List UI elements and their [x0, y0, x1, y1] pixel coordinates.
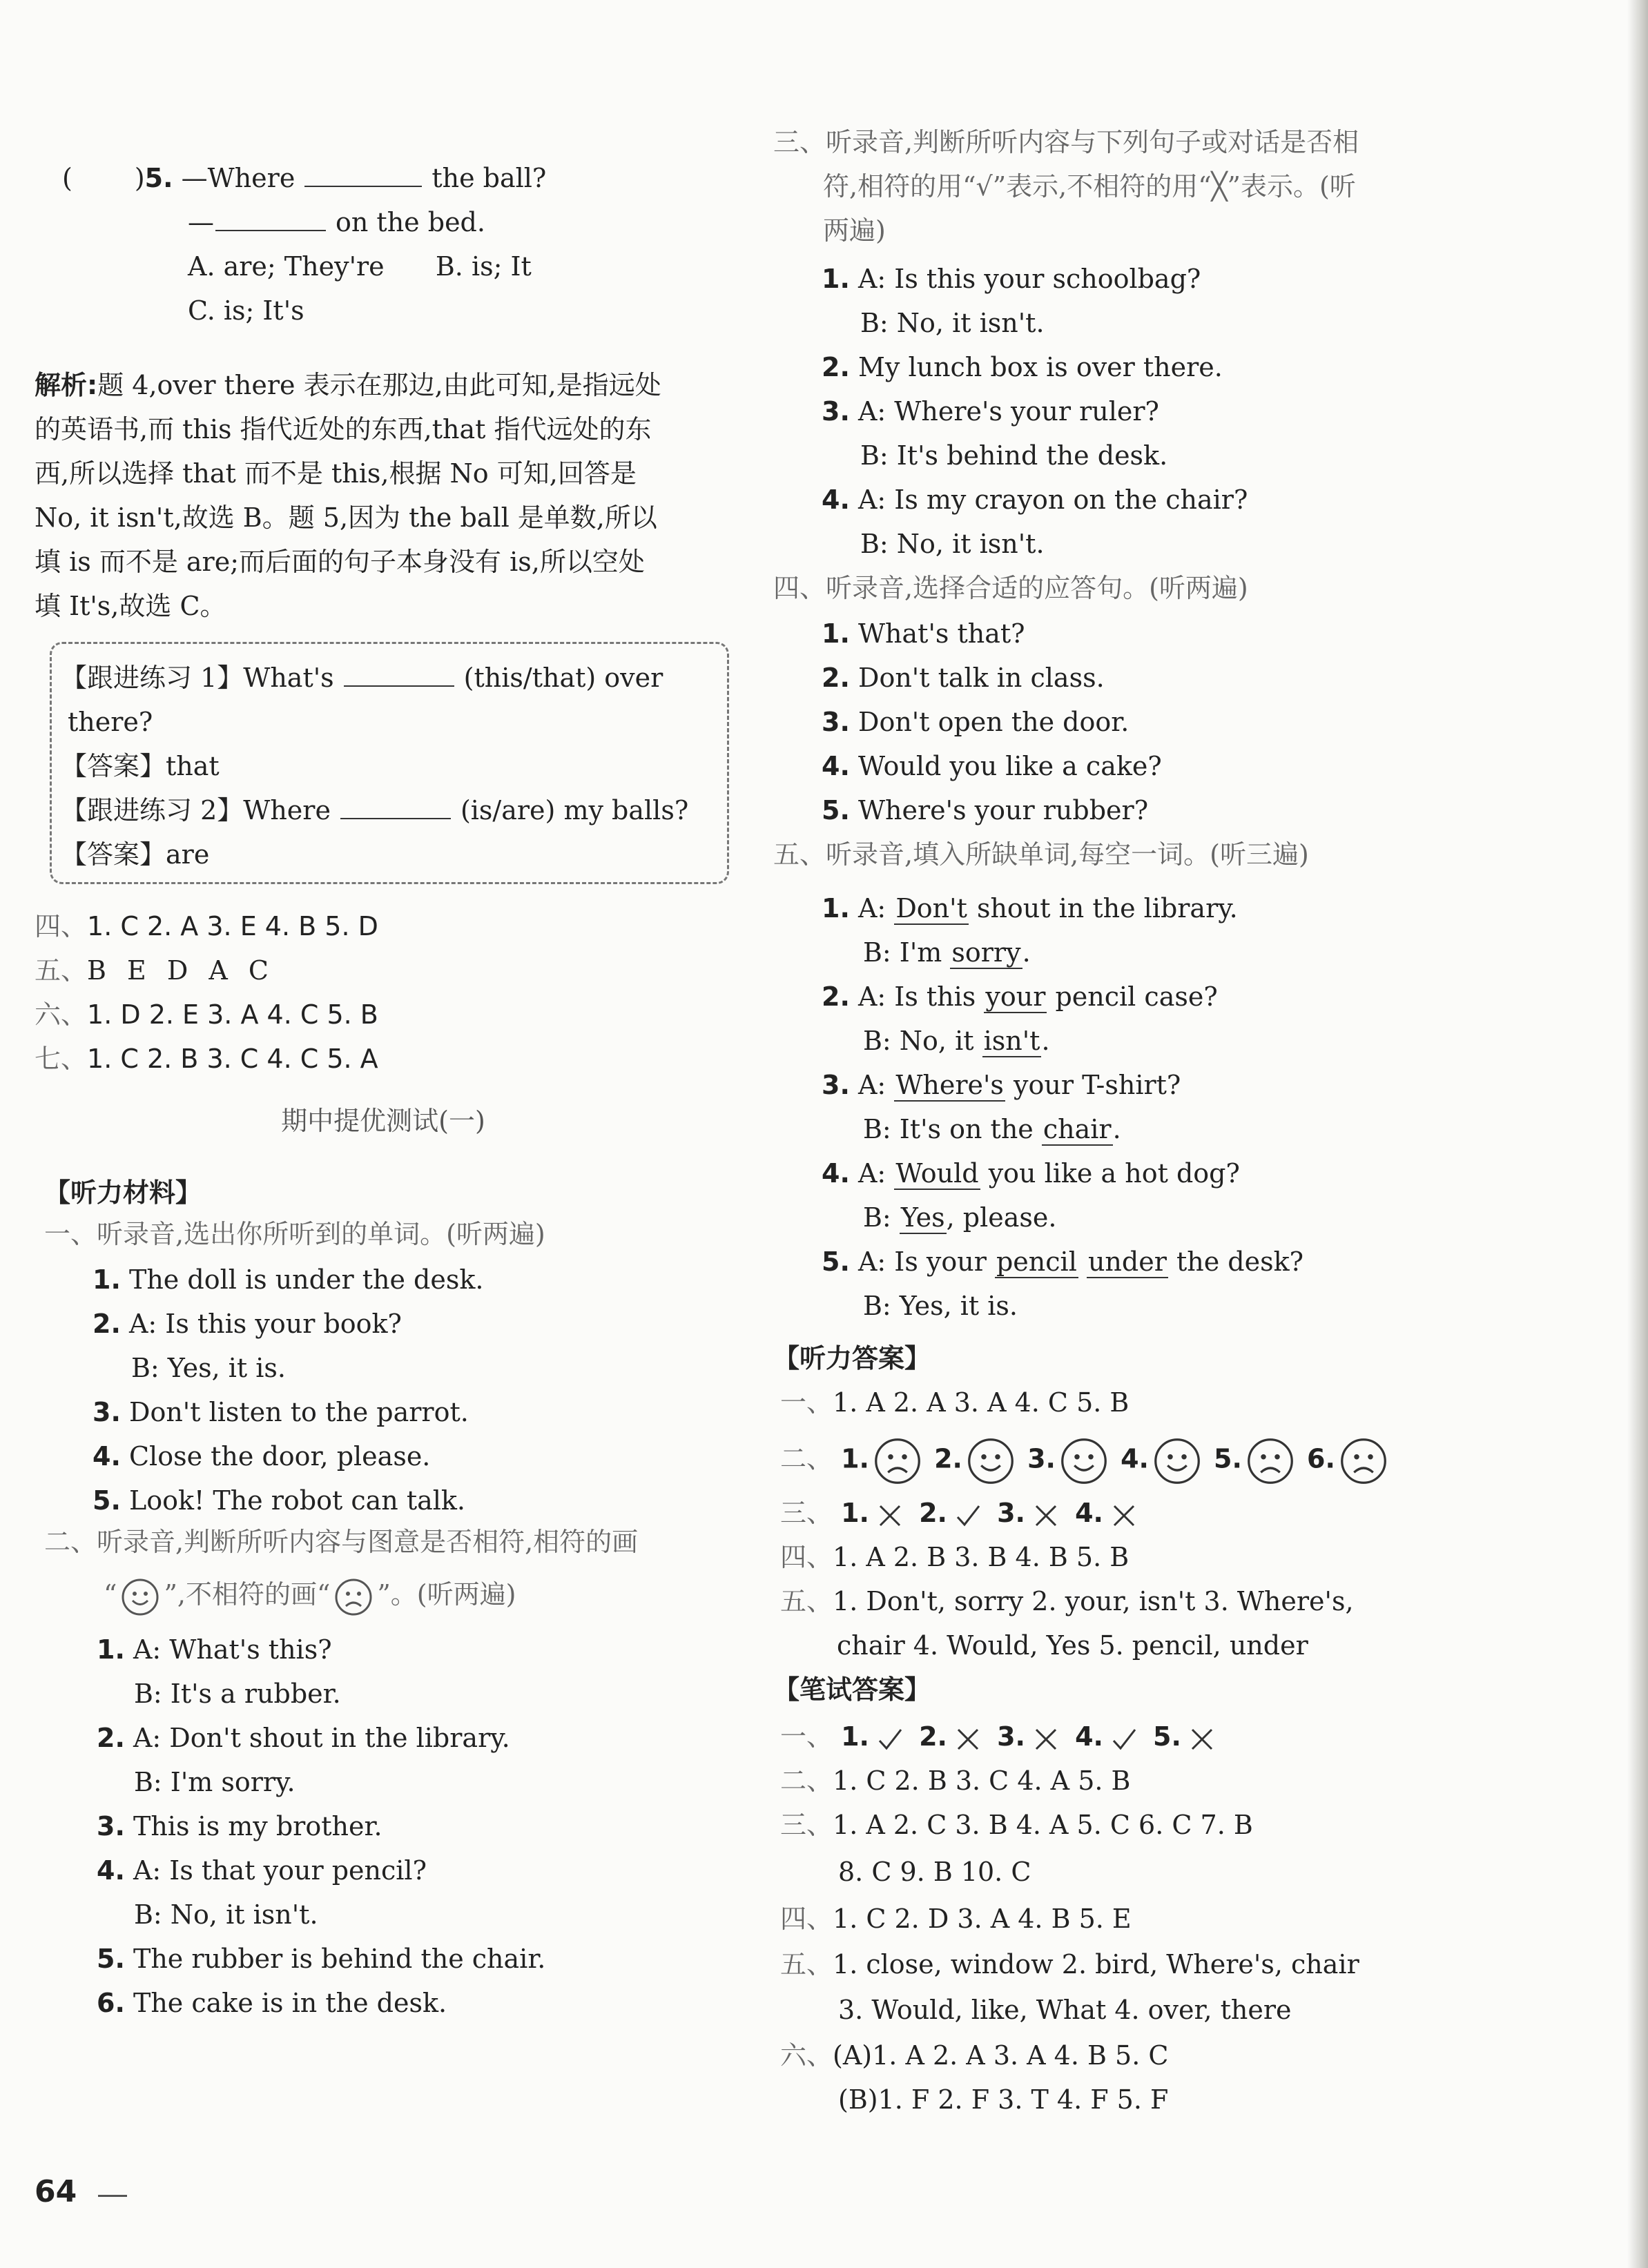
option-b: B. is; It — [435, 251, 532, 282]
row-text: B E D A C — [87, 955, 269, 986]
item-number: 5. — [822, 1247, 850, 1277]
item-text: The rubber is behind the chair. — [133, 1944, 546, 1974]
item-number: 2. — [919, 1721, 947, 1752]
row-text: 1. A 2. A 3. A 4. C 5. B — [833, 1387, 1130, 1418]
list-item — [822, 349, 1223, 385]
analysis-line-6: 填 It's,故选 C。 — [35, 591, 226, 621]
written-answer-row-4 — [780, 1901, 1132, 1937]
list-item: B: Yes, it is. — [131, 1353, 286, 1383]
item-text: The doll is under the desk. — [128, 1264, 484, 1295]
row-text: 1. C 2. A 3. E 4. B 5. D — [87, 911, 378, 941]
smile-face-icon — [967, 1437, 1015, 1485]
item-number: 4. — [822, 751, 850, 781]
row-label: 一、 — [780, 1721, 833, 1752]
analysis-line-3: 西,所以选择 that 而不是 this,根据 No 可知,回答是 — [35, 458, 637, 489]
filled-word: isn't — [983, 1026, 1040, 1056]
answer-1 — [61, 748, 220, 784]
row-text: 1. A 2. C 3. B 4. A 5. C 6. C 7. B — [833, 1810, 1253, 1840]
item-text: B: I'm — [863, 937, 951, 968]
end-text: ”。(听两遍) — [377, 1579, 516, 1610]
item-number: 3. — [997, 1721, 1025, 1752]
list-item — [863, 935, 1031, 970]
list-item — [863, 1200, 1056, 1235]
listening-answers-heading: 【听力答案】 — [773, 1343, 931, 1373]
cross-icon — [1032, 1726, 1060, 1753]
list-item — [97, 1632, 332, 1668]
list-item: B: It's behind the desk. — [860, 440, 1168, 471]
item-text: Would you like a cake? — [857, 751, 1162, 781]
written-answer-row-5 — [780, 1946, 1359, 1982]
item-number: 6. — [1307, 1443, 1335, 1474]
practice-2-label: 【跟进练习 2】 — [61, 795, 244, 825]
item-text: you like a hot dog? — [980, 1158, 1240, 1189]
item-text: Don't listen to the parrot. — [128, 1397, 469, 1427]
answer-2-value: are — [166, 839, 210, 870]
item-number: 2. — [919, 1498, 947, 1528]
list-item — [97, 1985, 447, 2021]
list-item: B: Yes, it is. — [863, 1291, 1018, 1321]
list-item — [822, 261, 1201, 297]
row-label: 三、 — [780, 1810, 833, 1840]
part3-title-cont2: 两遍) — [823, 215, 886, 246]
item-number: 2. — [97, 1723, 125, 1753]
list-item — [822, 979, 1218, 1015]
sad-face-icon — [334, 1578, 373, 1616]
part3-title: 三、听录音,判断所听内容与下列句子或对话是否相 — [773, 127, 1359, 157]
written-answers-heading: 【笔试答案】 — [773, 1674, 931, 1705]
option-c-text: C. is; It's — [188, 295, 304, 326]
list-item — [822, 616, 1025, 652]
item-number: 2. — [934, 1443, 962, 1474]
item-number: 5. — [1153, 1721, 1181, 1752]
question-5-reply — [188, 204, 485, 240]
list-item — [863, 1023, 1050, 1059]
list-item — [822, 1067, 1181, 1103]
item-text: My lunch box is over there. — [857, 352, 1223, 382]
item-text: , please. — [946, 1202, 1057, 1233]
item-text: Where's your rubber? — [857, 795, 1149, 825]
item-text: B: — [863, 1202, 900, 1233]
practice-1-hint: (this/that) over — [463, 663, 663, 693]
list-item: B: It's a rubber. — [134, 1679, 341, 1709]
row-label: 四、 — [780, 1542, 833, 1572]
list-item: B: No, it isn't. — [860, 308, 1045, 338]
written-answer-row-5-cont: 3. Would, like, What 4. over, there — [838, 1995, 1292, 2025]
item-text: A: Is my crayon on the chair? — [857, 485, 1248, 515]
item-text: Look! The robot can talk. — [128, 1485, 466, 1516]
list-item — [97, 1941, 545, 1977]
row-text: (A)1. A 2. A 3. A 4. B 5. C — [833, 2040, 1169, 2071]
item-text: A: Is your — [857, 1247, 995, 1277]
smile-face-icon — [121, 1578, 159, 1616]
item-text: B: It's on the — [863, 1114, 1042, 1144]
part1-title: 一、听录音,选出你所听到的单词。(听两遍) — [44, 1219, 545, 1249]
item-number: 3. — [93, 1397, 121, 1427]
paren-open: ( — [62, 163, 72, 193]
answer-row-7 — [35, 1041, 378, 1077]
paren-close: ) — [134, 163, 145, 193]
list-item — [93, 1438, 430, 1474]
practice-1-text: What's — [243, 663, 334, 693]
reply-text: on the bed. — [336, 207, 485, 237]
list-item — [93, 1483, 465, 1518]
row-label: 六、 — [35, 999, 88, 1030]
analysis-line-1 — [35, 367, 661, 403]
part2-title-cont — [104, 1576, 516, 1616]
item-number: 2. — [822, 663, 850, 693]
item-number: 3. — [997, 1498, 1025, 1528]
practice-2-hint: (is/are) my balls? — [460, 795, 689, 825]
row-text: 1. C 2. B 3. C 4. C 5. A — [87, 1044, 378, 1074]
analysis-line-4: No, it isn't,故选 B。题 5,因为 the ball 是单数,所以 — [35, 502, 657, 533]
item-number: 4. — [93, 1441, 121, 1472]
list-item — [822, 748, 1162, 784]
filled-word: chair — [1043, 1114, 1112, 1144]
quote-open: “ — [104, 1579, 117, 1610]
cross-icon — [1032, 1502, 1060, 1529]
item-text: Don't open the door. — [857, 707, 1130, 737]
practice-1-label: 【跟进练习 1】 — [61, 663, 244, 693]
sad-face-icon — [873, 1437, 922, 1485]
option-a: A. are; They're — [188, 251, 385, 282]
part2-title: 二、听录音,判断所听内容与图意是否相符,相符的画 — [44, 1527, 639, 1557]
answer-row-4 — [35, 908, 378, 944]
listening-answer-row-5-cont: chair 4. Would, Yes 5. pencil, under — [837, 1630, 1308, 1661]
answer-2-label: 【答案】 — [61, 839, 166, 870]
row-text: 1. C 2. D 3. A 4. B 5. E — [833, 1904, 1132, 1934]
written-answer-row-3 — [780, 1807, 1253, 1843]
check-icon — [954, 1502, 982, 1529]
item-text: . — [1041, 1026, 1050, 1056]
cross-icon — [1188, 1726, 1216, 1753]
list-item — [822, 704, 1129, 740]
row-text: 1. C 2. B 3. C 4. A 5. B — [833, 1766, 1131, 1796]
answer-blank — [344, 665, 454, 687]
row-label: 五、 — [780, 1949, 833, 1979]
part3-title-cont: 符,相符的用“√”表示,不相符的用“╳”表示。(听 — [823, 171, 1356, 202]
filled-word: Would — [895, 1158, 979, 1189]
written-answer-row-1 — [780, 1719, 1223, 1754]
answer-blank — [340, 797, 451, 819]
row-label: 七、 — [35, 1044, 88, 1074]
row-text: 1. D 2. E 3. A 4. C 5. B — [87, 999, 378, 1030]
check-icon — [1110, 1726, 1138, 1753]
item-text: This is my brother. — [133, 1811, 382, 1841]
option-c — [188, 293, 304, 329]
list-item — [97, 1720, 510, 1756]
row-text: 1. A 2. B 3. B 4. B 5. B — [833, 1542, 1130, 1572]
item-number: 1. — [841, 1498, 869, 1528]
item-number: 1. — [841, 1721, 869, 1752]
list-item — [822, 792, 1148, 828]
item-number: 1. — [822, 264, 850, 294]
sad-face-icon — [1339, 1437, 1388, 1485]
cross-icon — [954, 1726, 982, 1753]
cross-icon — [876, 1502, 904, 1529]
practice-2-text: Where — [243, 795, 331, 825]
practice-1 — [61, 660, 663, 696]
item-number: 1. — [822, 893, 850, 923]
filled-word: sorry — [951, 937, 1021, 968]
filled-word: Where's — [895, 1070, 1004, 1100]
answer-blank — [304, 165, 422, 187]
list-item — [97, 1808, 382, 1844]
item-text: A: What's this? — [133, 1634, 332, 1665]
row-label: 五、 — [35, 955, 88, 986]
item-number: 2. — [93, 1309, 121, 1339]
item-number: 2. — [822, 352, 850, 382]
item-text: pencil case? — [1047, 981, 1218, 1012]
question-number: 5. — [144, 163, 173, 193]
item-number: 4. — [1075, 1721, 1103, 1752]
item-text: the desk? — [1167, 1247, 1303, 1277]
item-text: A: — [857, 1158, 895, 1189]
row-label: 一、 — [780, 1387, 833, 1418]
listening-answer-row-5 — [780, 1583, 1354, 1619]
item-number: 1. — [97, 1634, 125, 1665]
filled-word: under — [1087, 1247, 1167, 1277]
item-number: 4. — [1075, 1498, 1103, 1528]
item-text: . — [1112, 1114, 1121, 1144]
item-number: 4. — [822, 485, 850, 515]
part4-title: 四、听录音,选择合适的应答句。(听两遍) — [773, 573, 1248, 603]
question-text-end: the ball? — [432, 163, 547, 193]
item-text: B: No, it — [863, 1026, 982, 1056]
item-text: A: — [857, 1070, 895, 1100]
item-number: 1. — [822, 618, 850, 649]
listening-answer-row-1 — [780, 1385, 1129, 1420]
page-number-dash — [98, 2195, 127, 2197]
list-item — [822, 1244, 1303, 1280]
item-text: The cake is in the desk. — [133, 1988, 447, 2018]
list-item: B: No, it isn't. — [860, 529, 1045, 559]
item-text: What's that? — [857, 618, 1025, 649]
item-text: A: — [857, 893, 895, 923]
analysis-line-5: 填 is 而不是 are;而后面的句子本身没有 is,所以空处 — [35, 547, 645, 577]
section-title: 期中提优测试(一) — [281, 1106, 485, 1136]
written-answer-row-6-cont: (B)1. F 2. F 3. T 4. F 5. F — [838, 2084, 1169, 2115]
item-number: 3. — [97, 1811, 125, 1841]
item-text: A: Is this your book? — [128, 1309, 402, 1339]
question-text: —Where — [181, 163, 295, 193]
answer-row-5 — [35, 952, 269, 988]
item-number: 3. — [822, 396, 850, 427]
item-text: A: Is that your pencil? — [133, 1855, 427, 1886]
list-item: B: No, it isn't. — [134, 1899, 318, 1930]
listening-answer-row-2 — [780, 1437, 1392, 1485]
item-text: A: Where's your ruler? — [857, 396, 1159, 427]
list-item — [93, 1394, 469, 1430]
listening-heading: 【听力材料】 — [44, 1177, 202, 1208]
item-number: 5. — [93, 1485, 121, 1516]
practice-1-cont: there? — [68, 707, 153, 737]
item-number: 3. — [1027, 1443, 1056, 1474]
check-icon — [876, 1726, 904, 1753]
written-answer-row-6 — [780, 2037, 1168, 2073]
row-text: 1. Don't, sorry 2. your, isn't 3. Where's, — [833, 1586, 1354, 1616]
page-number: 64 — [35, 2174, 77, 2209]
listening-answer-row-3 — [780, 1495, 1145, 1531]
smile-face-icon — [1060, 1437, 1108, 1485]
list-item — [97, 1852, 427, 1888]
item-number: 5. — [97, 1944, 125, 1974]
list-item — [822, 1155, 1240, 1191]
item-number: 3. — [822, 1070, 850, 1100]
list-item — [822, 482, 1248, 518]
item-text: A: Don't shout in the library. — [133, 1723, 510, 1753]
item-number: 4. — [1121, 1443, 1149, 1474]
list-item — [822, 890, 1238, 926]
dash: — — [188, 207, 214, 237]
analysis-line-2: 的英语书,而 this 指代近处的东西,that 指代远处的东 — [35, 414, 652, 444]
list-item — [863, 1111, 1121, 1147]
item-text: . — [1022, 937, 1031, 968]
filled-word: Yes — [900, 1202, 945, 1233]
row-label: 二、 — [780, 1766, 833, 1796]
cross-icon — [1110, 1502, 1138, 1529]
item-text: your T-shirt? — [1005, 1070, 1181, 1100]
sad-face-icon — [1246, 1437, 1295, 1485]
answer-blank — [215, 209, 326, 231]
item-number: 4. — [97, 1855, 125, 1886]
item-number: 1. — [841, 1443, 869, 1474]
written-answer-row-2 — [780, 1763, 1130, 1799]
item-text: Close the door, please. — [128, 1441, 431, 1472]
book-spine-shadow — [1627, 0, 1648, 2268]
filled-word: your — [985, 981, 1046, 1012]
row-label: 六、 — [780, 2040, 833, 2071]
item-number: 1. — [93, 1264, 121, 1295]
item-number: 2. — [822, 981, 850, 1012]
answer-2 — [61, 837, 209, 872]
option-row — [188, 248, 532, 284]
item-text — [1078, 1247, 1087, 1277]
item-text: shout in the library. — [968, 893, 1238, 923]
list-item — [822, 393, 1159, 429]
filled-word: pencil — [996, 1247, 1077, 1277]
item-number: 6. — [97, 1988, 125, 2018]
written-answer-row-3-cont: 8. C 9. B 10. C — [838, 1857, 1031, 1887]
answer-1-value: that — [166, 751, 220, 781]
item-number: 5. — [822, 795, 850, 825]
item-number: 4. — [822, 1158, 850, 1189]
row-label: 二、 — [780, 1443, 833, 1474]
mid-text: ”,不相符的画“ — [164, 1579, 331, 1610]
smile-face-icon — [1153, 1437, 1201, 1485]
row-label: 三、 — [780, 1498, 833, 1528]
practice-2 — [61, 792, 688, 828]
question-5 — [62, 160, 546, 196]
list-item: B: I'm sorry. — [134, 1767, 295, 1797]
row-text: 1. close, window 2. bird, Where's, chair — [833, 1949, 1359, 1979]
item-number: 5. — [1214, 1443, 1242, 1474]
item-text: Don't talk in class. — [857, 663, 1105, 693]
filled-word: Don't — [895, 893, 967, 923]
analysis-text: 题 4,over there 表示在那边,由此可知,是指远处 — [97, 370, 661, 400]
list-item — [93, 1262, 483, 1298]
part5-title: 五、听录音,填入所缺单词,每空一词。(听三遍) — [773, 839, 1309, 870]
row-label: 五、 — [780, 1586, 833, 1616]
listening-answer-row-4 — [780, 1539, 1129, 1575]
list-item — [93, 1306, 402, 1342]
answer-1-label: 【答案】 — [61, 751, 166, 781]
item-text: A: Is this your schoolbag? — [857, 264, 1201, 294]
item-text: A: Is this — [857, 981, 985, 1012]
list-item — [822, 660, 1105, 696]
row-label: 四、 — [780, 1904, 833, 1934]
analysis-label: 解析: — [35, 370, 98, 400]
row-label: 四、 — [35, 911, 88, 941]
item-number: 3. — [822, 707, 850, 737]
answer-row-6 — [35, 997, 378, 1033]
